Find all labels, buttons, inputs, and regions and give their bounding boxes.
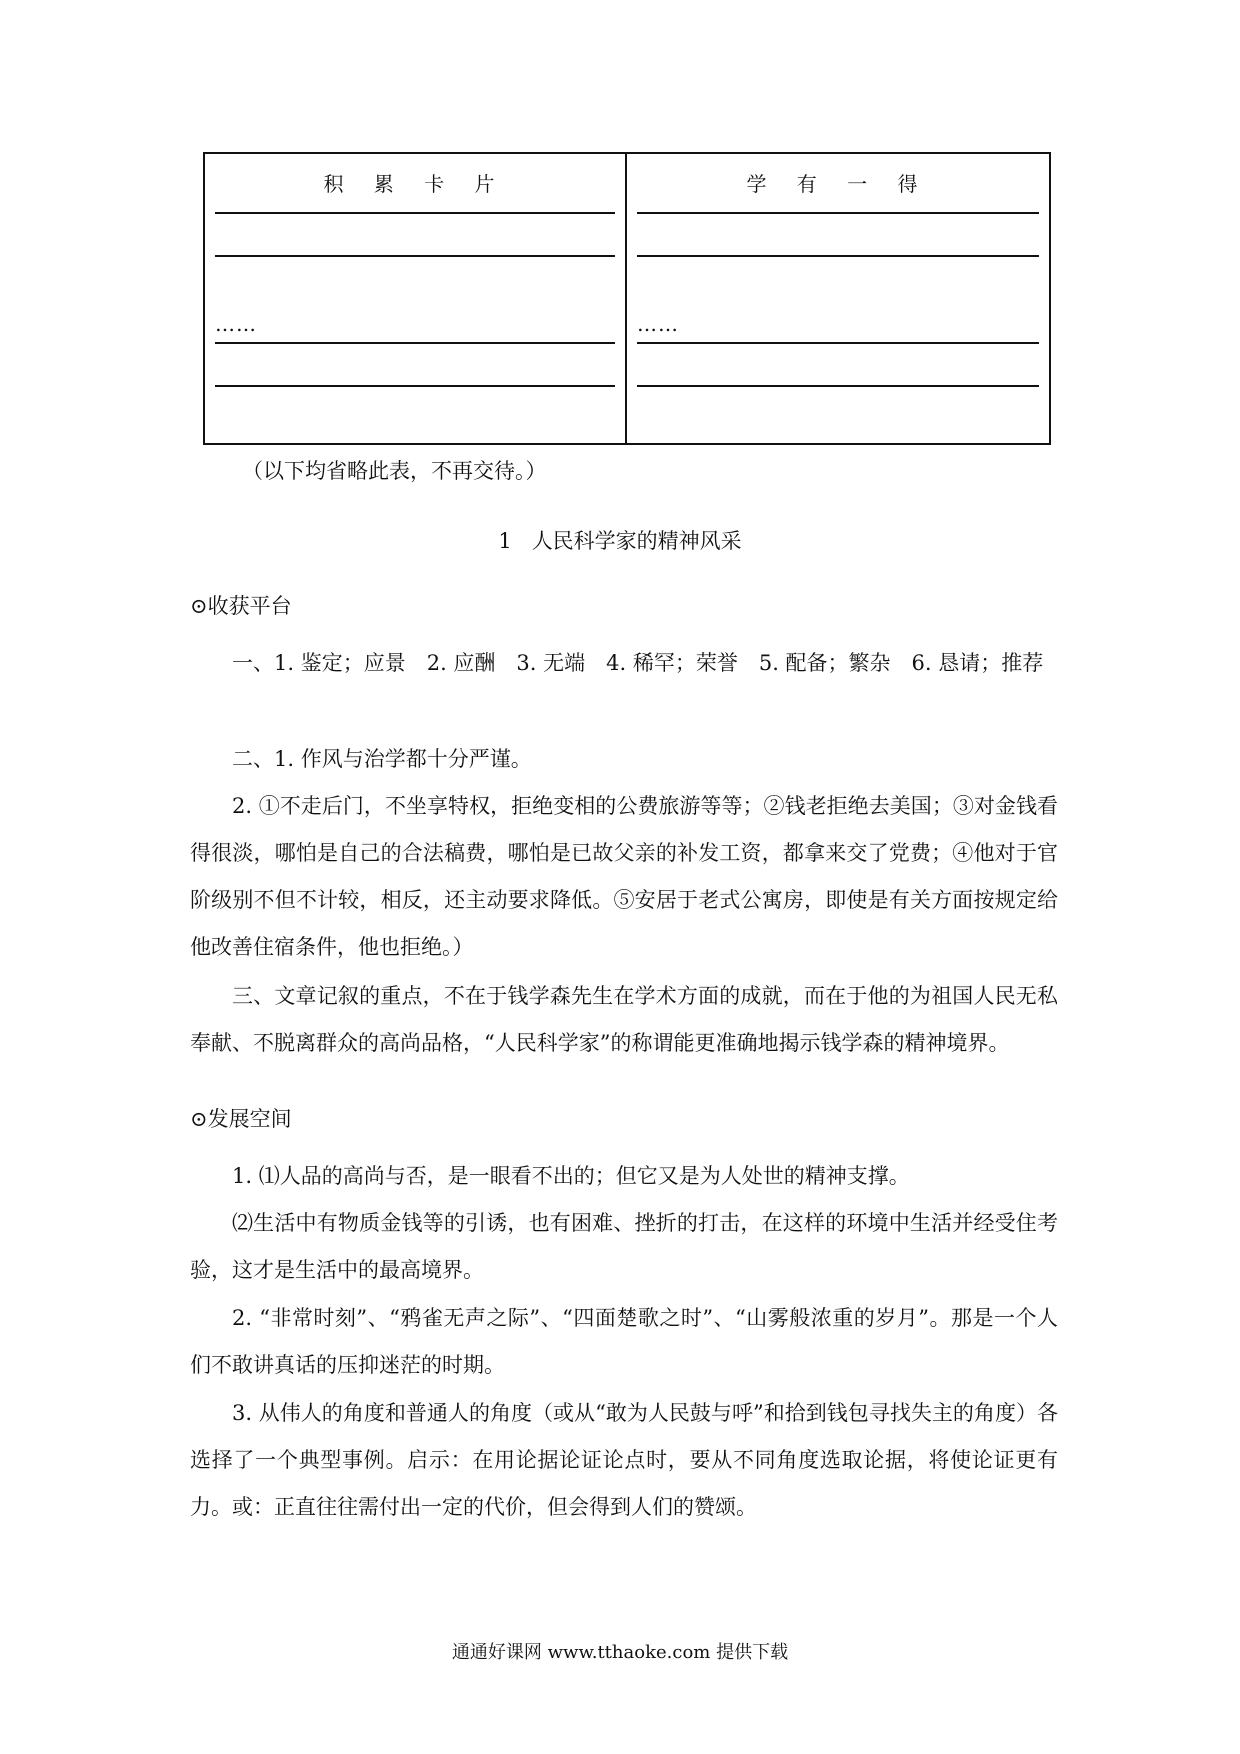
ellipsis: …… [215,312,257,336]
section-develop-heading: ⊙发展空间 [190,1107,292,1131]
ellipsis: …… [637,312,679,336]
blank-line [637,212,1039,214]
blank-line [637,385,1039,387]
answer-paragraph: 1. ⑴人品的高尚与否，是一眼看不出的；但它又是为人处世的精神支撑。 [232,1164,910,1188]
accumulation-card-table [203,152,1051,445]
answer-paragraph: 2. ①不走后门，不坐享特权，拒绝变相的公费旅游等等；②钱老拒绝去美国；③对金钱看得很淡，哪怕是自己的合法稿费，哪怕是已故父亲的补发工资，都拿来交了党费；④他对于官阶级别不但不计较，相反，还主动要求降低。⑤安居于老式公寓房，即使是有关方面按规定给他改善住宿条件，他也拒绝。） [190,794,1058,959]
accumulation-card-header: 积 累 卡 片 [323,172,507,196]
blank-line [215,212,615,214]
blank-line [637,255,1039,257]
learning-gain-column [627,154,1049,443]
page-footer: 通通好课网 www.tthaoke.com 提供下载 [451,1642,789,1663]
learning-gain-header: 学 有 一 得 [746,172,930,196]
table-note: （以下均省略此表，不再交待。） [242,459,547,483]
answer-paragraph: 3. 从伟人的角度和普通人的角度（或从“敢为人民鼓与呼”和拾到钱包寻找失主的角度）各选择了一个典型事例。启示：在用论据论证论点时，要从不同角度选取论据，将使论证更有力。或：正直往往需付出一定的代价，但会得到人们的赞颂。 [190,1401,1058,1519]
blank-line [215,342,615,344]
answer-paragraph: ⑵生活中有物质金钱等的引诱，也有困难、挫折的打击，在这样的环境中生活并经受住考验，这才是生活中的最高境界。 [190,1211,1058,1282]
blank-line [215,255,615,257]
answer-paragraph: 2. “非常时刻”、“鸦雀无声之际”、“四面楚歌之时”、“山雾般浓重的岁月”。那是一个人们不敢讲真话的压抑迷茫的时期。 [190,1306,1058,1377]
lesson-title-text: 人民科学家的精神风采 [531,529,742,553]
accumulation-card-column [205,154,627,443]
answer-paragraph: 三、文章记叙的重点，不在于钱学森先生在学术方面的成就，而在于他的为祖国人民无私奉献、不脱离群众的高尚品格，“人民科学家”的称谓能更准确地揭示钱学森的精神境界。 [190,984,1058,1055]
answer-paragraph: 二、1. 作风与治学都十分严谨。 [232,747,532,771]
blank-line [637,342,1039,344]
answer-paragraph: 一、1. 鉴定；应景 2. 应酬 3. 无端 4. 稀罕；荣誉 5. 配备；繁杂 6. 恳请；推荐 [232,651,1044,675]
section-harvest-heading: ⊙收获平台 [190,594,292,618]
lesson-number: 1 [498,529,512,553]
blank-line [215,385,615,387]
lesson-title [0,525,1240,555]
